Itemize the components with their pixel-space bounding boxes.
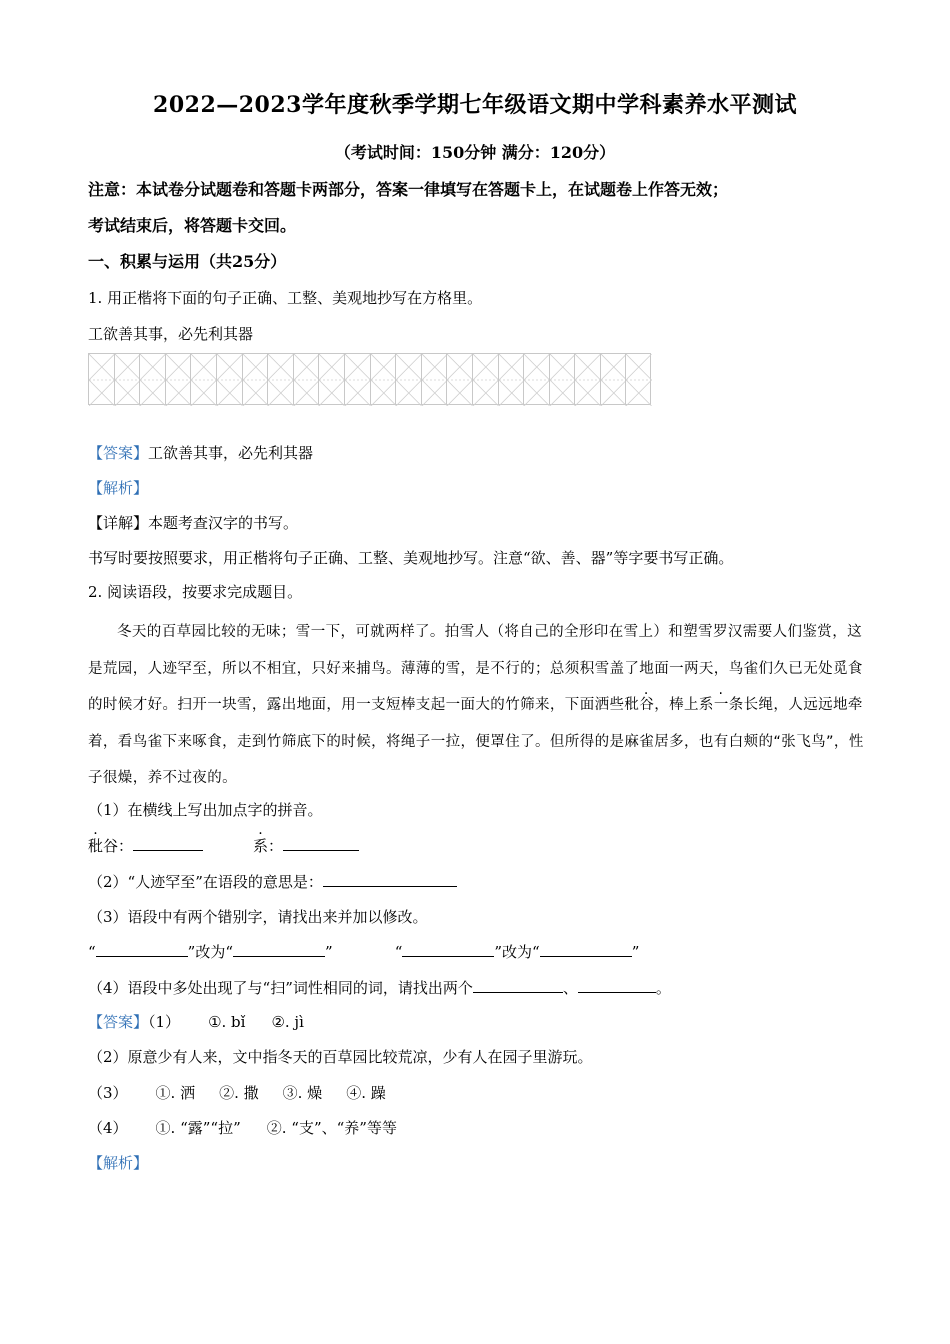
q1-prompt: 1. 用正楷将下面的句子正确、工整、美观地抄写在方格里。 bbox=[88, 289, 483, 307]
exam-title: 2022—2023学年度秋季学期七年级语文期中学科素养水平测试 bbox=[153, 92, 797, 118]
a1-pinyin-2: ②. jì bbox=[271, 1013, 304, 1031]
passage-part-a: 冬天的百草园比较的无味；雪一下，可就两样了。拍雪人（将自己的全形印在雪上）和塑雪罗汉需要人们鉴赏，这是荒园，人迹罕至，所以不相宜，只好来捕鸟。薄薄的雪，是不行的；总须积雪盖了地面一两天，鸟雀们久已无处觅食的时候才好。扫开一块雪，露出地面，用一支短棒支起一面大的竹筛来，下面洒些 bbox=[88, 624, 863, 713]
analysis-tag: 【解析】 bbox=[88, 479, 149, 497]
fix-blank-1[interactable] bbox=[233, 942, 325, 957]
quote-open: “ bbox=[88, 943, 96, 961]
q2-passage bbox=[88, 614, 864, 797]
answer-tag-2: 【答案】 bbox=[88, 1013, 149, 1031]
q1-sentence: 工欲善其事，必先利其器 bbox=[88, 325, 254, 343]
passage-part-b: 谷，棒上 bbox=[639, 697, 699, 713]
quote-open-2: “ bbox=[394, 943, 403, 961]
a3-item: ④. 躁 bbox=[346, 1084, 386, 1102]
sep: 、 bbox=[562, 979, 578, 997]
grid-cell[interactable] bbox=[523, 353, 549, 405]
blank-char-2: 系 bbox=[253, 837, 269, 855]
grid-cell[interactable] bbox=[574, 353, 600, 405]
q2-answer-1 bbox=[88, 1012, 304, 1032]
q2-analysis bbox=[88, 1153, 148, 1173]
q2-prompt: 2. 阅读语段，按要求完成题目。 bbox=[88, 583, 303, 601]
q2-sub3: （3）语段中有两个错别字，请找出来并加以修改。 bbox=[88, 908, 428, 926]
grid-cell[interactable] bbox=[625, 353, 651, 405]
grid-cell[interactable] bbox=[446, 353, 472, 405]
section-heading: 一、积累与运用（共25分） bbox=[88, 252, 287, 271]
grid-cell[interactable] bbox=[498, 353, 524, 405]
blank-label-1: 谷： bbox=[103, 837, 134, 855]
detail-tag: 【详解】 bbox=[88, 514, 149, 532]
grid-cell[interactable] bbox=[242, 353, 268, 405]
grid-cell[interactable] bbox=[549, 353, 575, 405]
grid-cell[interactable] bbox=[370, 353, 396, 405]
typo-blank-2[interactable] bbox=[402, 942, 494, 957]
dotted-char-bi: 秕 bbox=[624, 697, 640, 713]
grid-cell[interactable] bbox=[472, 353, 498, 405]
a4-label: （4） bbox=[88, 1119, 128, 1137]
a3-item: ③. 燥 bbox=[282, 1084, 323, 1102]
meaning-blank[interactable] bbox=[323, 872, 457, 887]
quote-close-2: ” bbox=[631, 943, 640, 961]
pinyin-blank-2[interactable] bbox=[283, 836, 359, 851]
change-to: ”改为“ bbox=[187, 943, 234, 961]
grid-cell[interactable] bbox=[318, 353, 344, 405]
q1-detail bbox=[88, 513, 298, 533]
grid-cell[interactable] bbox=[165, 353, 191, 405]
q1-answer-text: 工欲善其事，必先利其器 bbox=[148, 444, 314, 462]
a3-label: （3） bbox=[88, 1084, 128, 1102]
grid-cell[interactable] bbox=[421, 353, 447, 405]
q1-explain: 书写时要按照要求，用正楷将句子正确、工整、美观地抄写。注意“欲、善、器”等字要书写正确。 bbox=[88, 549, 734, 567]
q2-answer-2: （2）原意少有人来，文中指冬天的百草园比较荒凉，少有人在园子里游玩。 bbox=[88, 1048, 593, 1066]
writing-grid bbox=[88, 353, 652, 405]
grid-cell[interactable] bbox=[216, 353, 242, 405]
q2-sub2-text: （2）“人迹罕至”在语段的意思是： bbox=[88, 873, 323, 891]
quote-close: ” bbox=[325, 943, 333, 961]
q2-answer-3 bbox=[88, 1083, 386, 1103]
word-blank-1[interactable] bbox=[473, 978, 563, 993]
q1-answer bbox=[88, 443, 313, 463]
q2-sub4-text: （4）语段中多处出现了与“扫”词性相同的词，请找出两个 bbox=[88, 979, 473, 997]
blank-char-1: 秕 bbox=[88, 837, 104, 855]
a3-item: ②. 撒 bbox=[219, 1084, 259, 1102]
pinyin-blank-1[interactable] bbox=[133, 836, 203, 851]
exam-subtitle: （考试时间：150分钟 满分：120分） bbox=[334, 143, 616, 162]
a4-part-2: ②. “支”、“养”等等 bbox=[266, 1119, 397, 1137]
a1-pinyin-1: ①. bǐ bbox=[208, 1013, 246, 1031]
grid-cell[interactable] bbox=[114, 353, 140, 405]
q2-sub1: （1）在横线上写出加点字的拼音。 bbox=[88, 801, 323, 819]
blank-label-2: ： bbox=[268, 837, 284, 855]
grid-cell[interactable] bbox=[600, 353, 626, 405]
grid-cell[interactable] bbox=[395, 353, 421, 405]
q2-sub3-blanks bbox=[88, 942, 639, 962]
grid-cell[interactable] bbox=[88, 353, 114, 405]
grid-cell[interactable] bbox=[344, 353, 370, 405]
a1-label: （1） bbox=[148, 1013, 181, 1031]
answer-tag: 【答案】 bbox=[88, 444, 149, 462]
dotted-char-ji: 系 bbox=[698, 697, 714, 713]
q2-sub1-blanks bbox=[88, 836, 359, 856]
fix-blank-2[interactable] bbox=[540, 942, 632, 957]
q2-answer-4 bbox=[88, 1118, 397, 1138]
a4-part-1: ①. “露”“拉” bbox=[155, 1119, 241, 1137]
a3-item: ①. 洒 bbox=[155, 1084, 196, 1102]
analysis-tag-2: 【解析】 bbox=[88, 1154, 149, 1172]
typo-blank-1[interactable] bbox=[96, 942, 188, 957]
change-to-2: ”改为“ bbox=[494, 943, 540, 961]
notice-line-2: 考试结束后，将答题卡交回。 bbox=[88, 216, 297, 235]
q2-sub2 bbox=[88, 872, 457, 892]
q1-detail-text: 本题考查汉字的书写。 bbox=[148, 514, 299, 532]
grid-cell[interactable] bbox=[293, 353, 319, 405]
passage-part-c: 一条长绳，人远远地牵着，看鸟雀下来啄食，走到竹筛底下的时候，将绳子一拉，便罩住了。但所得的是麻雀居多，也有白颊的“张飞鸟”，性子很燥，养不过夜的。 bbox=[88, 697, 864, 786]
notice-line-1: 注意：本试卷分试题卷和答题卡两部分，答案一律填写在答题卡上，在试题卷上作答无效； bbox=[88, 180, 729, 199]
word-blank-2[interactable] bbox=[578, 978, 656, 993]
grid-cell[interactable] bbox=[139, 353, 165, 405]
period: 。 bbox=[655, 979, 671, 997]
q2-sub4 bbox=[88, 978, 671, 998]
grid-cell[interactable] bbox=[267, 353, 293, 405]
grid-cell[interactable] bbox=[190, 353, 216, 405]
q1-analysis bbox=[88, 478, 148, 498]
